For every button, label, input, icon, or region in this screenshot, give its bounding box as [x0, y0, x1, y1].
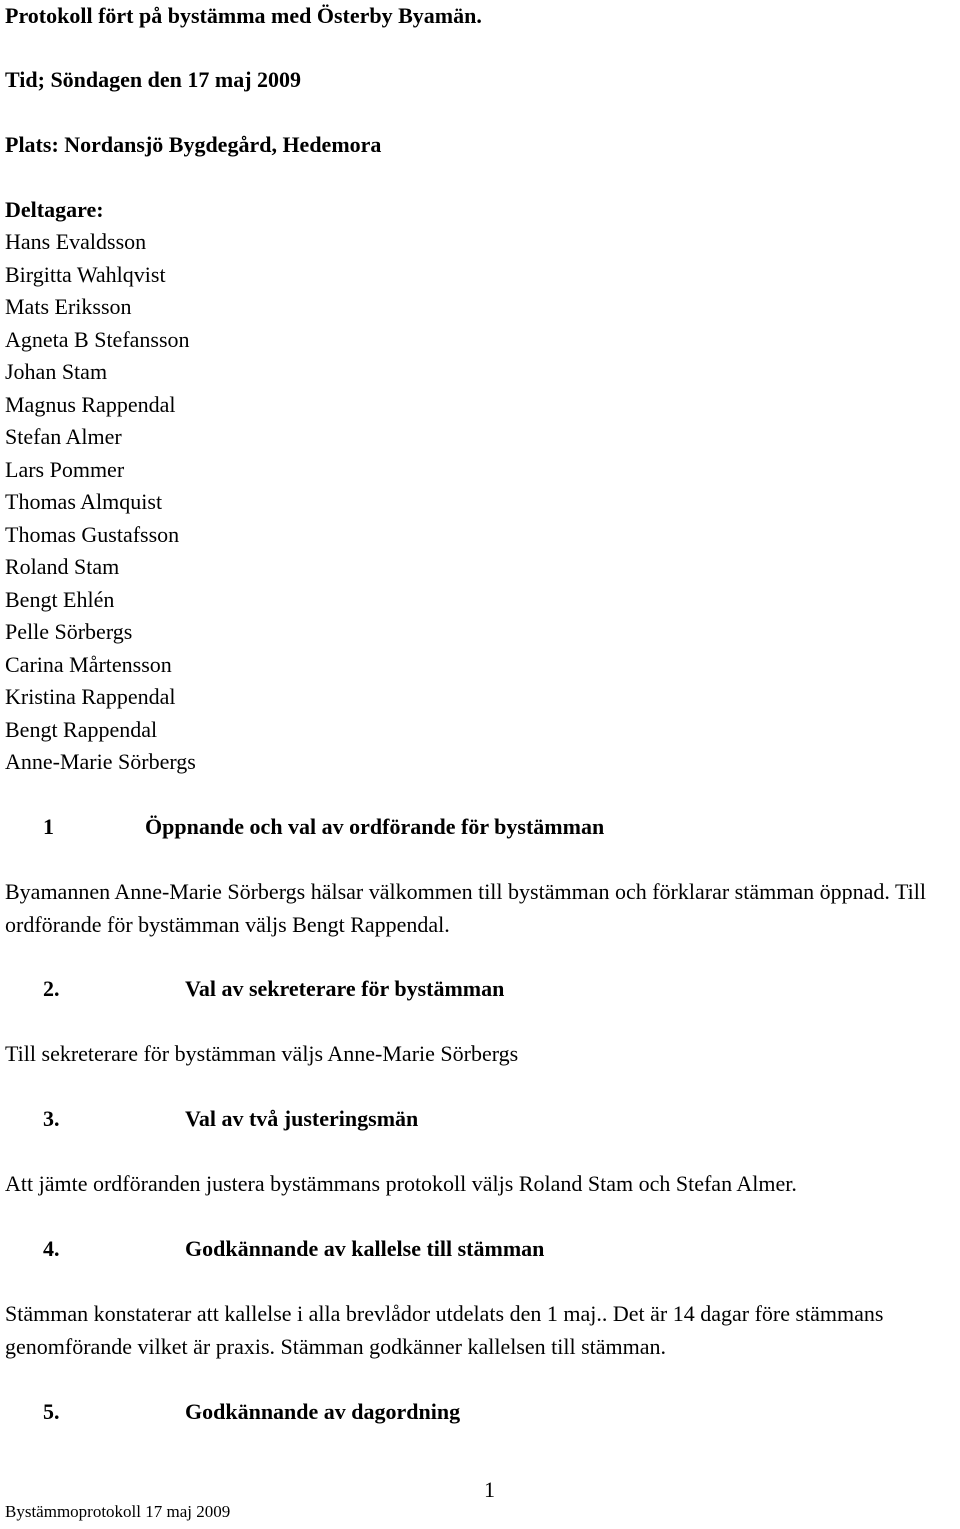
section-number: 2. — [43, 976, 60, 1001]
section-heading: Val av två justeringsmän — [185, 1106, 419, 1131]
section-heading: Val av sekreterare för bystämman — [185, 976, 505, 1001]
footer-text: Bystämmoprotokoll 17 maj 2009 — [5, 1502, 231, 1521]
participant-item: Birgitta Wahlqvist — [5, 261, 166, 287]
section-number: 1 — [43, 814, 54, 839]
document-title: Protokoll fört på bystämma med Österby Byamän. — [5, 3, 482, 28]
participant-item: Johan Stam — [5, 359, 108, 384]
participant-item: Bengt Rappendal — [5, 716, 158, 742]
participant-item: Lars Pommer — [5, 456, 125, 482]
section-number: 5. — [43, 1399, 60, 1424]
section-heading: Godkännande av kallelse till stämman — [185, 1236, 545, 1261]
participant-item: Thomas Gustafsson — [5, 521, 180, 547]
section-body: Byamannen Anne-Marie Sörbergs hälsar välkommen till bystämman och förklarar stämman öppnad. Till ordförande för bystämman väljs Bengt Rappendal. — [5, 879, 926, 937]
participants-list — [5, 227, 196, 780]
participant-item: Mats Eriksson — [5, 294, 132, 319]
section-body: Stämman konstaterar att kallelse i alla brevlådor utdelats den 1 maj.. Det är 14 dagar före stämmans genomförande vilket är praxis. Stämman godkänner kallelsen till stämman. — [5, 1301, 884, 1359]
participant-item: Stefan Almer — [5, 424, 122, 449]
section-body: Till sekreterare för bystämman väljs Anne-Marie Sörbergs — [5, 1041, 519, 1066]
section-number: 4. — [43, 1236, 60, 1261]
participant-item: Hans Evaldsson — [5, 229, 147, 254]
participant-item: Thomas Almquist — [5, 489, 163, 514]
page-number: 1 — [484, 1477, 495, 1502]
meeting-place: Plats: Nordansjö Bygdegård, Hedemora — [5, 132, 382, 157]
meeting-time: Tid; Söndagen den 17 maj 2009 — [5, 67, 302, 92]
participant-item: Agneta B Stefansson — [5, 326, 190, 352]
participant-item: Roland Stam — [5, 554, 120, 579]
participant-item: Carina Mårtensson — [5, 651, 172, 677]
participant-item: Magnus Rappendal — [5, 391, 176, 417]
section-number: 3. — [43, 1106, 60, 1131]
section-body: Att jämte ordföranden justera bystämmans protokoll väljs Roland Stam och Stefan Almer. — [5, 1171, 797, 1196]
participant-item: Bengt Ehlén — [5, 586, 115, 612]
participant-item: Pelle Sörbergs — [5, 619, 133, 644]
participant-item: Anne-Marie Sörbergs — [5, 749, 196, 774]
section-heading: Öppnande och val av ordförande för bystämman — [145, 814, 605, 839]
participant-item: Kristina Rappendal — [5, 684, 176, 709]
participants-heading: Deltagare: — [5, 197, 104, 222]
section-heading: Godkännande av dagordning — [185, 1399, 461, 1424]
